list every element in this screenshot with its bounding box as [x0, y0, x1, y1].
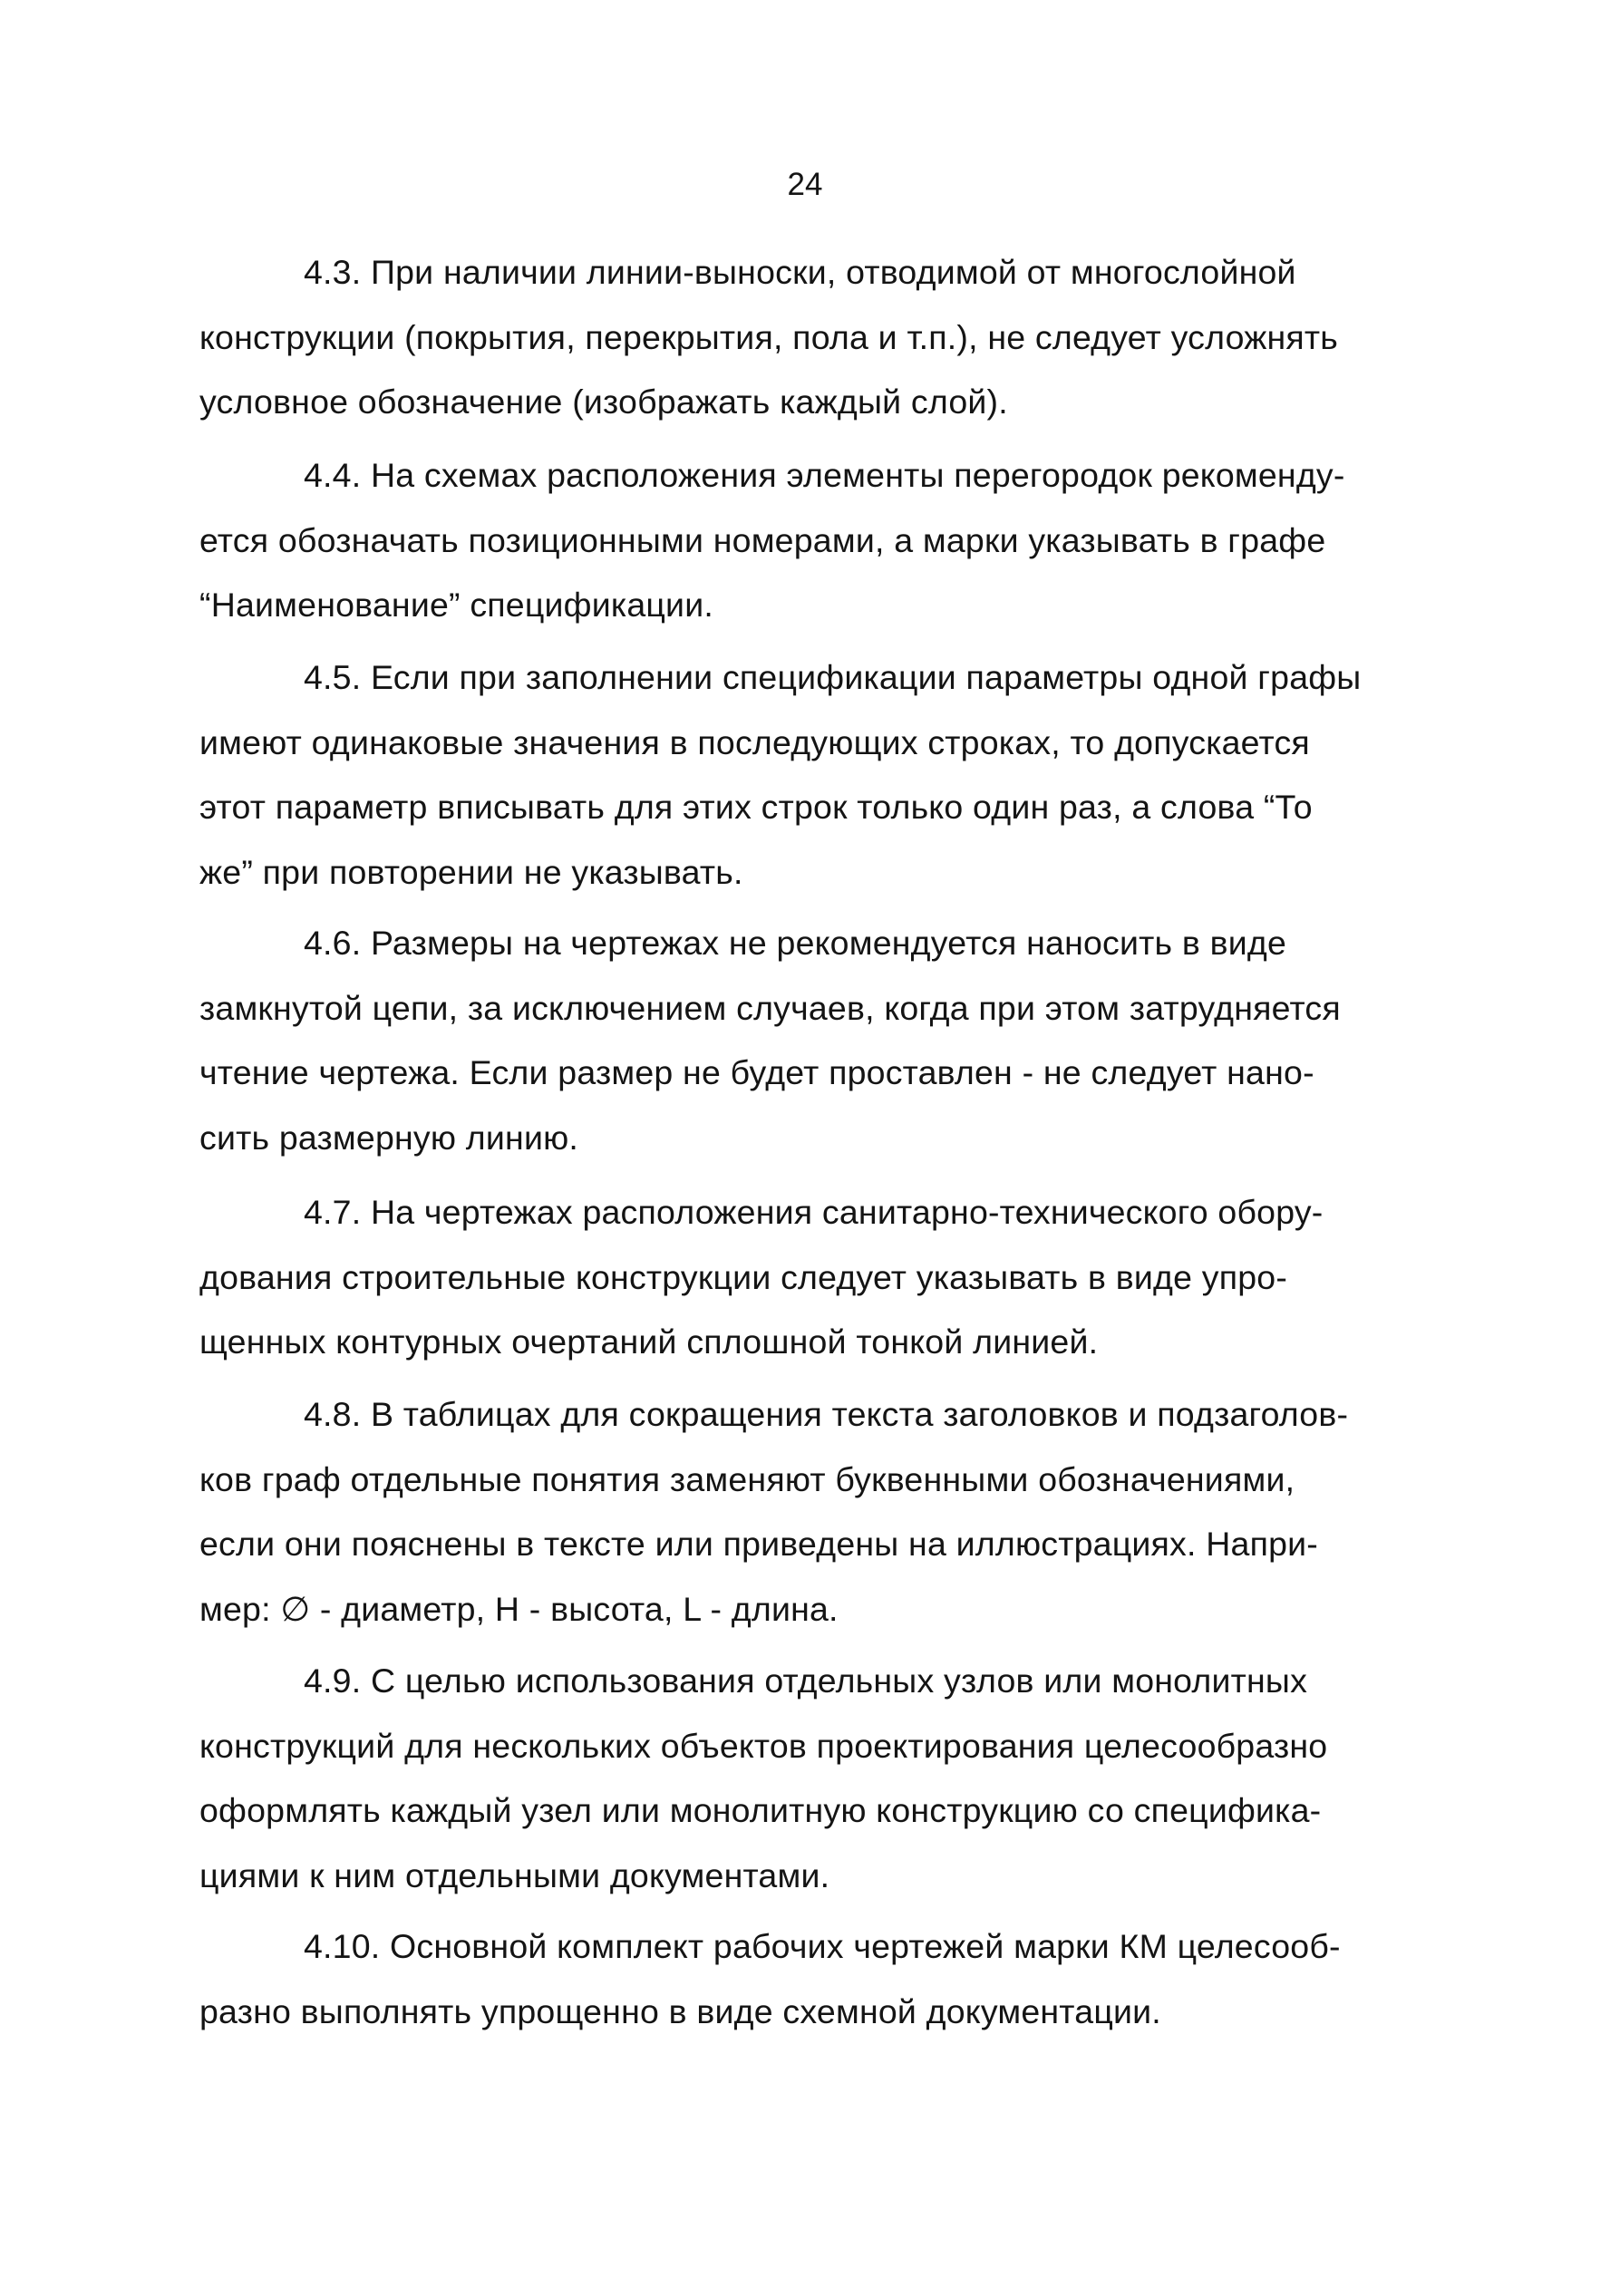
- paragraph-line: 4.4. На схемах расположения элементы перегородок рекоменду-: [304, 456, 1345, 494]
- page-number: 24: [787, 167, 823, 202]
- paragraph-line: разно выполнять упрощенно в виде схемной документации.: [199, 1991, 1161, 2030]
- paragraph-4-5: [199, 645, 1469, 905]
- paragraph-4-3: [199, 240, 1469, 435]
- paragraph-line: 4.6. Размеры на чертежах не рекомендуется наносить в виде: [304, 924, 1287, 962]
- paragraph-line: сить размерную линию.: [199, 1118, 579, 1157]
- paragraph-line: 4.8. В таблицах для сокращения текста заголовков и подзаголов-: [304, 1395, 1349, 1433]
- paragraph-line: имеют одинаковые значения в последующих строках, то допускается: [199, 722, 1310, 761]
- paragraph-4-9: [199, 1649, 1469, 1908]
- paragraph-line: 4.5. Если при заполнении спецификации параметры одной графы: [304, 658, 1362, 696]
- paragraph-line: оформлять каждый узел или монолитную конструкцию со специфика-: [199, 1791, 1322, 1829]
- paragraph-line: ется обозначать позиционными номерами, а марки указывать в графе: [199, 520, 1326, 559]
- paragraph-line: конструкции (покрытия, перекрытия, пола и т.п.), не следует усложнять: [199, 317, 1339, 356]
- paragraph-line: 4.10. Основной комплект рабочих чертежей марки КМ целесооб-: [304, 1927, 1341, 1965]
- paragraph-line: же” при повторении не указывать.: [199, 852, 743, 891]
- paragraph-line: замкнутой цепи, за исключением случаев, когда при этом затрудняется: [199, 988, 1341, 1027]
- paragraph-4-10: [199, 1914, 1469, 2044]
- paragraph-line: чтение чертежа. Если размер не будет проставлен - не следует нано-: [199, 1053, 1314, 1091]
- paragraph-line: щенных контурных очертаний сплошной тонкой линией.: [199, 1322, 1099, 1361]
- paragraph-line: мер: ∅ - диаметр, Н - высота, L - длина.: [199, 1589, 839, 1628]
- paragraph-line: этот параметр вписывать для этих строк только один раз, а слова “То: [199, 788, 1313, 826]
- paragraph-line: дования строительные конструкции следует указывать в виде упро-: [199, 1257, 1288, 1296]
- paragraph-line: ков граф отдельные понятия заменяют буквенными обозначениями,: [199, 1459, 1295, 1498]
- paragraph-line: конструкций для нескольких объектов проектирования целесообразно: [199, 1726, 1328, 1765]
- paragraph-line: 4.7. На чертежах расположения санитарно-технического обору-: [304, 1193, 1324, 1231]
- paragraph-4-4: [199, 443, 1469, 638]
- paragraph-line: “Наименование” спецификации.: [199, 586, 713, 624]
- paragraph-4-8: [199, 1382, 1469, 1642]
- paragraph-line: если они пояснены в тексте или приведены на иллюстрациях. Напри-: [199, 1525, 1318, 1563]
- paragraph-4-7: [199, 1180, 1469, 1375]
- paragraph-line: 4.9. С целью использования отдельных узлов или монолитных: [304, 1661, 1308, 1700]
- paragraph-line: циями к ним отдельными документами.: [199, 1855, 830, 1894]
- paragraph-line: 4.3. При наличии линии-выноски, отводимой от многослойной: [304, 253, 1296, 291]
- paragraph-line: условное обозначение (изображать каждый слой).: [199, 383, 1008, 421]
- paragraph-4-6: [199, 911, 1469, 1170]
